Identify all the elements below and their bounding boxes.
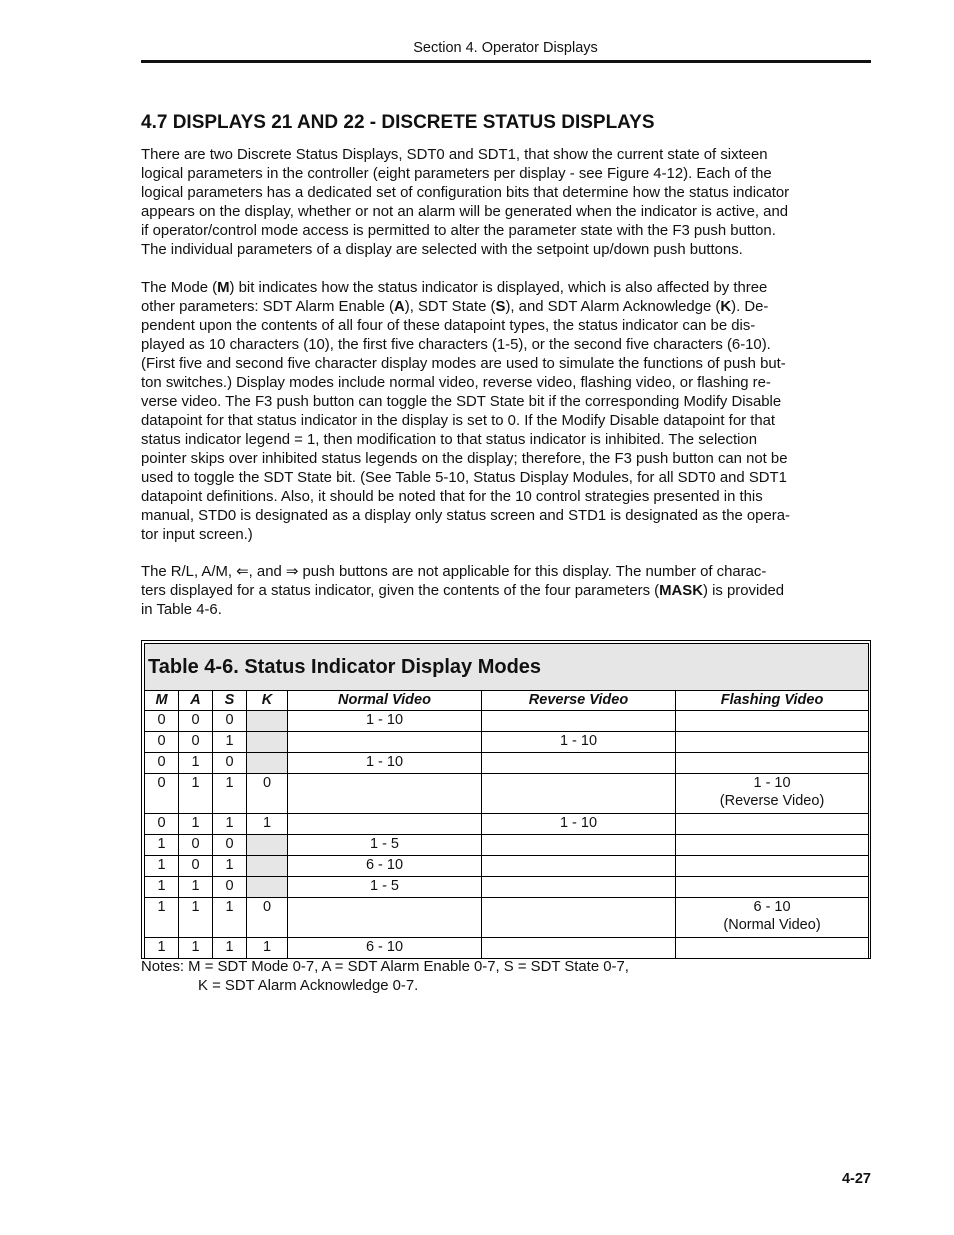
cell-flashing-video (676, 732, 869, 753)
column-header-a: A (179, 691, 213, 711)
text-line: if operator/control mode access is permitted to alter the parameter state with the F3 push button. (141, 223, 776, 239)
text-line: appears on the display, whether or not an alarm will be generated when the indicator is active, and (141, 204, 789, 220)
cell-reverse-video (482, 898, 676, 938)
cell-flashing-video (676, 898, 869, 938)
section-heading: 4.7 DISPLAYS 21 AND 22 - DISCRETE STATUS DISPLAYS (141, 112, 655, 133)
cell-s: 1 (213, 774, 247, 814)
cell-m: 1 (145, 877, 179, 898)
column-header-m: M (145, 691, 179, 711)
flashing-mode-note: (Normal Video) (723, 917, 821, 933)
column-header-k: K (247, 691, 288, 711)
text-line: played as 10 characters (10), the first five characters (1-5), or the second five characters (6-10). (141, 337, 771, 353)
column-header-normal-video: Normal Video (288, 691, 482, 711)
text-line: verse video. The F3 push button can toggle the SDT State bit if the corresponding Modify Disable (141, 394, 782, 410)
table-row (145, 774, 869, 814)
cell-reverse-video (482, 774, 676, 814)
table-row (145, 835, 869, 856)
text-line: status indicator legend = 1, then modification to that status indicator is inhibited. The selection (141, 432, 757, 448)
cell-s: 1 (213, 898, 247, 938)
cell-a: 1 (179, 877, 213, 898)
notes-line: K = SDT Alarm Acknowledge 0-7. (198, 978, 419, 994)
cell-reverse-video (482, 856, 676, 877)
cell-s: 0 (213, 835, 247, 856)
cell-a: 1 (179, 774, 213, 814)
cell-s: 0 (213, 711, 247, 732)
cell-m: 0 (145, 711, 179, 732)
table-row (145, 938, 869, 959)
text-line: ters displayed for a status indicator, given the contents of the four parameters (MASK) is provided (141, 583, 785, 599)
text-line: manual, STD0 is designated as a display only status screen and STD1 is designated as the opera- (141, 508, 790, 524)
cell-normal-video: 1 - 5 (288, 835, 482, 856)
cell-s: 1 (213, 938, 247, 959)
cell-a: 0 (179, 711, 213, 732)
cell-m: 1 (145, 856, 179, 877)
cell-a: 1 (179, 814, 213, 835)
cell-reverse-video (482, 753, 676, 774)
cell-k: 0 (247, 898, 288, 938)
text-line: pendent upon the contents of all four of these datapoint types, the status indicator can be dis- (141, 318, 756, 334)
cell-reverse-video: 1 - 10 (482, 814, 676, 835)
text-line: in Table 4-6. (141, 602, 222, 618)
cell-normal-video (288, 814, 482, 835)
text-line: logical parameters has a dedicated set of configuration bits that determine how the status indicator (141, 185, 790, 201)
cell-s: 0 (213, 877, 247, 898)
cell-k (247, 856, 288, 877)
cell-flashing-video (676, 856, 869, 877)
cell-s: 1 (213, 732, 247, 753)
cell-flashing-video (676, 814, 869, 835)
text-line: (First five and second five character display modes are used to simulate the functions of push but- (141, 356, 786, 372)
table-row (145, 814, 869, 835)
cell-m: 0 (145, 753, 179, 774)
cell-normal-video: 6 - 10 (288, 856, 482, 877)
cell-reverse-video (482, 938, 676, 959)
cell-a: 1 (179, 898, 213, 938)
table-row (145, 898, 869, 938)
column-header-reverse-video: Reverse Video (482, 691, 676, 711)
bold-term: M (217, 280, 230, 296)
notes-line: Notes: M = SDT Mode 0-7, A = SDT Alarm Enable 0-7, S = SDT State 0-7, (141, 959, 629, 975)
text-line: The R/L, A/M, ⇐, and ⇒ push buttons are not applicable for this display. The number of charac- (141, 564, 767, 580)
bold-term: K (720, 299, 732, 315)
cell-reverse-video (482, 711, 676, 732)
text-line: pointer skips over inhibited status legends on the display; therefore, the F3 push button can not be (141, 451, 788, 467)
table-row (145, 753, 869, 774)
table-row (145, 877, 869, 898)
flashing-mode-note: (Reverse Video) (719, 793, 825, 809)
text-line: ton switches.) Display modes include normal video, reverse video, flashing video, or flashing re- (141, 375, 771, 391)
text-line: logical parameters in the controller (eight parameters per display - see Figure 4-12). Each of the (141, 166, 772, 182)
cell-flashing-video (676, 938, 869, 959)
cell-normal-video (288, 732, 482, 753)
cell-m: 1 (145, 898, 179, 938)
table-notes (141, 958, 629, 996)
text-line: used to toggle the SDT State bit. (See Table 5-10, Status Display Modules, for all SDT0 and SDT1 (141, 470, 787, 486)
cell-k: 1 (247, 814, 288, 835)
cell-flashing-video (676, 877, 869, 898)
paragraph-mode-bit (141, 279, 873, 545)
cell-normal-video: 6 - 10 (288, 938, 482, 959)
text-line: tor input screen.) (141, 527, 253, 543)
table-header-row (145, 691, 869, 711)
cell-s: 1 (213, 814, 247, 835)
cell-k (247, 732, 288, 753)
cell-s: 1 (213, 856, 247, 877)
cell-reverse-video (482, 877, 676, 898)
cell-k (247, 753, 288, 774)
cell-a: 0 (179, 732, 213, 753)
page-number: 4-27 (841, 1171, 871, 1187)
cell-flashing-video (676, 711, 869, 732)
cell-m: 0 (145, 814, 179, 835)
cell-k (247, 835, 288, 856)
cell-a: 1 (179, 753, 213, 774)
cell-reverse-video: 1 - 10 (482, 732, 676, 753)
bold-term: MASK (659, 583, 703, 599)
cell-m: 0 (145, 732, 179, 753)
text-line: There are two Discrete Status Displays, SDT0 and SDT1, that show the current state of sixteen (141, 147, 768, 163)
cell-flashing-video (676, 774, 869, 814)
cell-normal-video (288, 898, 482, 938)
text-line: The Mode (M) bit indicates how the status indicator is displayed, which is also affected by three (141, 280, 768, 296)
cell-flashing-video (676, 835, 869, 856)
bold-term: A (393, 299, 405, 315)
cell-a: 1 (179, 938, 213, 959)
cell-flashing-video (676, 753, 869, 774)
table-row (145, 856, 869, 877)
paragraph-intro (141, 146, 873, 260)
cell-reverse-video (482, 835, 676, 856)
text-line: The individual parameters of a display are selected with the setpoint up/down push buttons. (141, 242, 743, 258)
text-line: other parameters: SDT Alarm Enable (A), SDT State (S), and SDT Alarm Acknowledge (K). De- (141, 299, 769, 315)
column-header-s: S (213, 691, 247, 711)
bold-term: S (495, 299, 506, 315)
cell-normal-video (288, 774, 482, 814)
cell-k: 1 (247, 938, 288, 959)
flashing-range: 1 - 10 (753, 775, 791, 791)
column-header-flashing-video: Flashing Video (676, 691, 869, 711)
text-line: datapoint for that status indicator in the display is set to 0. If the Modify Disable datapoint for that (141, 413, 776, 429)
paragraph-push-buttons (141, 563, 873, 620)
cell-m: 0 (145, 774, 179, 814)
flashing-range: 6 - 10 (753, 899, 791, 915)
table-row (145, 732, 869, 753)
display-modes-table (141, 640, 871, 959)
table-row (145, 711, 869, 732)
header-rule (141, 60, 871, 63)
cell-normal-video: 1 - 10 (288, 711, 482, 732)
cell-k: 0 (247, 774, 288, 814)
cell-normal-video: 1 - 5 (288, 877, 482, 898)
cell-m: 1 (145, 835, 179, 856)
cell-normal-video: 1 - 10 (288, 753, 482, 774)
text-line: datapoint definitions. Also, it should be noted that for the 10 control strategies presented in this (141, 489, 763, 505)
cell-k (247, 711, 288, 732)
cell-k (247, 877, 288, 898)
running-header: Section 4. Operator Displays (413, 40, 598, 56)
table-title: Table 4-6. Status Indicator Display Modes (145, 644, 869, 691)
cell-a: 0 (179, 835, 213, 856)
cell-s: 0 (213, 753, 247, 774)
cell-a: 0 (179, 856, 213, 877)
cell-m: 1 (145, 938, 179, 959)
